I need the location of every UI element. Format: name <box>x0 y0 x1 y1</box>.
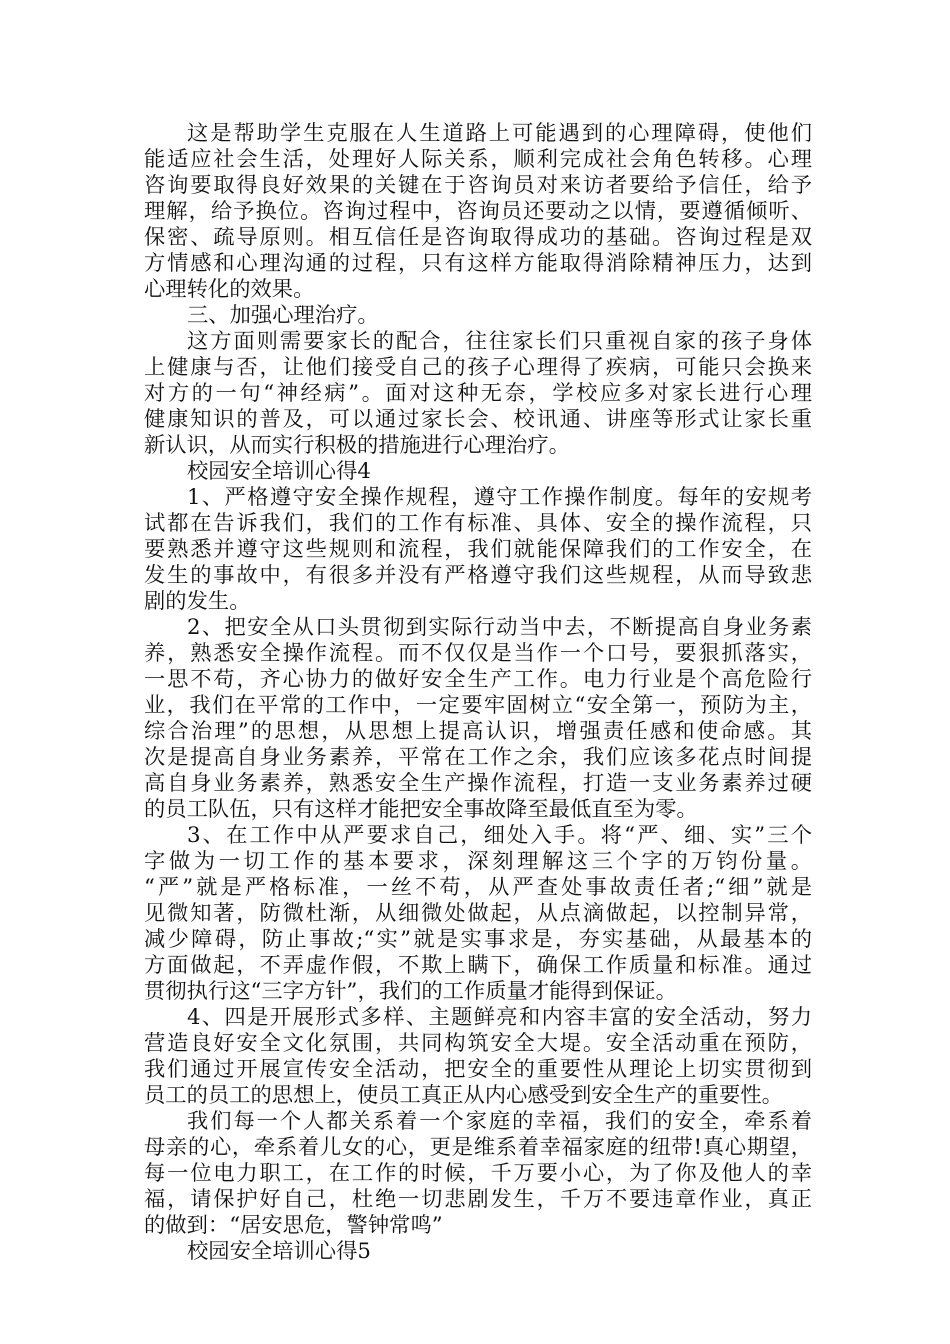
text-line: 剧的发生。 <box>144 589 251 614</box>
text-line: 字做为一切工作的基本要求，深刻理解这三个字的万钧份量。 <box>144 849 812 874</box>
text-line: 4、四是开展形式多样、主题鲜亮和内容丰富的安全活动，努力 <box>187 1005 812 1030</box>
text-line: 见微知著，防微杜渐，从细微处做起，从点滴做起，以控制异常， <box>144 901 812 926</box>
text-line: 1、严格遵守安全操作规程，遵守工作操作制度。每年的安规考 <box>187 485 812 510</box>
text-line: 一思不苟，齐心协力的做好安全生产工作。电力行业是个高危险行 <box>144 667 812 692</box>
text-line: 次是提高自身业务素养，平常在工作之余，我们应该多花点时间提 <box>144 745 812 770</box>
text-line: 营造良好安全文化氛围，共同构筑安全大堤。安全活动重在预防， <box>144 1031 812 1056</box>
text-line: 理解，给予换位。咨询过程中，咨询员还要动之以情，要遵循倾听、 <box>144 199 812 224</box>
text-line: 这是帮助学生克服在人生道路上可能遇到的心理障碍，使他们 <box>187 121 812 146</box>
text-line: 母亲的心，牵系着儿女的心，更是维系着幸福家庭的纽带!真心期望， <box>144 1135 812 1160</box>
text-line: 员工的员工的思想上，使员工真正从内心感受到安全生产的重要性。 <box>144 1083 783 1108</box>
text-line: 业，我们在平常的工作中，一定要牢固树立“安全第一，预防为主， <box>144 693 812 718</box>
text-line: 每一位电力职工，在工作的时候，千万要小心，为了你及他人的幸 <box>144 1161 812 1186</box>
text-line: 福，请保护好自己，杜绝一切悲剧发生，千万不要违章作业，真正 <box>144 1187 812 1212</box>
document-body <box>144 121 812 1265</box>
text-line: 我们每一个人都关系着一个家庭的幸福，我们的安全，牵系着 <box>187 1109 812 1134</box>
text-line: 要熟悉并遵守这些规则和流程，我们就能保障我们的工作安全，在 <box>144 537 812 562</box>
text-line: 三、加强心理治疗。 <box>187 303 379 328</box>
text-line: 咨询要取得良好效果的关键在于咨询员对来访者要给予信任，给予 <box>144 173 812 198</box>
text-line: 方情感和心理沟通的过程，只有这样方能取得消除精神压力，达到 <box>144 251 812 276</box>
text-line: 综合治理”的思想，从思想上提高认识，增强责任感和使命感。其 <box>144 719 812 744</box>
text-line: 贯彻执行这“三字方针”，我们的工作质量才能得到保证。 <box>144 979 677 1004</box>
text-line: 保密、疏导原则。相互信任是咨询取得成功的基础。咨询过程是双 <box>144 225 812 250</box>
text-line: 方面做起，不弄虚作假，不欺上瞒下，确保工作质量和标准。通过 <box>144 953 812 978</box>
text-line: “严”就是严格标准，一丝不苟，从严查处事故责任者;“细”就是 <box>144 875 812 900</box>
text-line: 能适应社会生活，处理好人际关系，顺利完成社会角色转移。心理 <box>144 147 812 172</box>
text-line: 健康知识的普及，可以通过家长会、校讯通、讲座等形式让家长重 <box>144 407 812 432</box>
text-line: 的员工队伍，只有这样才能把安全事故降至最低直至为零。 <box>144 797 698 822</box>
text-line: 的做到：“居安思危，警钟常鸣” <box>144 1213 443 1238</box>
text-line: 养，熟悉安全操作流程。而不仅仅是当作一个口号，要狠抓落实， <box>144 641 812 666</box>
text-line: 校园安全培训心得4 <box>187 459 371 484</box>
text-line: 这方面则需要家长的配合，往往家长们只重视自家的孩子身体 <box>187 329 812 354</box>
text-line: 上健康与否，让他们接受自己的孩子心理得了疾病，可能只会换来 <box>144 355 812 380</box>
text-line: 试都在告诉我们，我们的工作有标准、具体、安全的操作流程，只 <box>144 511 812 536</box>
text-line: 高自身业务素养，熟悉安全生产操作流程，打造一支业务素养过硬 <box>144 771 812 796</box>
text-line: 心理转化的效果。 <box>144 277 315 302</box>
text-line: 减少障碍，防止事故;“实”就是实事求是，夯实基础，从最基本的 <box>144 927 812 952</box>
text-line: 对方的一句“神经病”。面对这种无奈，学校应多对家长进行心理 <box>144 381 812 406</box>
text-line: 校园安全培训心得5 <box>187 1239 371 1264</box>
text-line: 3、在工作中从严要求自己，细处入手。将“严、细、实”三个 <box>187 823 812 848</box>
text-line: 新认识，从而实行积极的措施进行心理治疗。 <box>144 433 570 458</box>
text-line: 2、把安全从口头贯彻到实际行动当中去，不断提高自身业务素 <box>187 615 812 640</box>
text-line: 我们通过开展宣传安全活动，把安全的重要性从理论上切实贯彻到 <box>144 1057 812 1082</box>
text-line: 发生的事故中，有很多并没有严格遵守我们这些规程，从而导致悲 <box>144 563 812 588</box>
